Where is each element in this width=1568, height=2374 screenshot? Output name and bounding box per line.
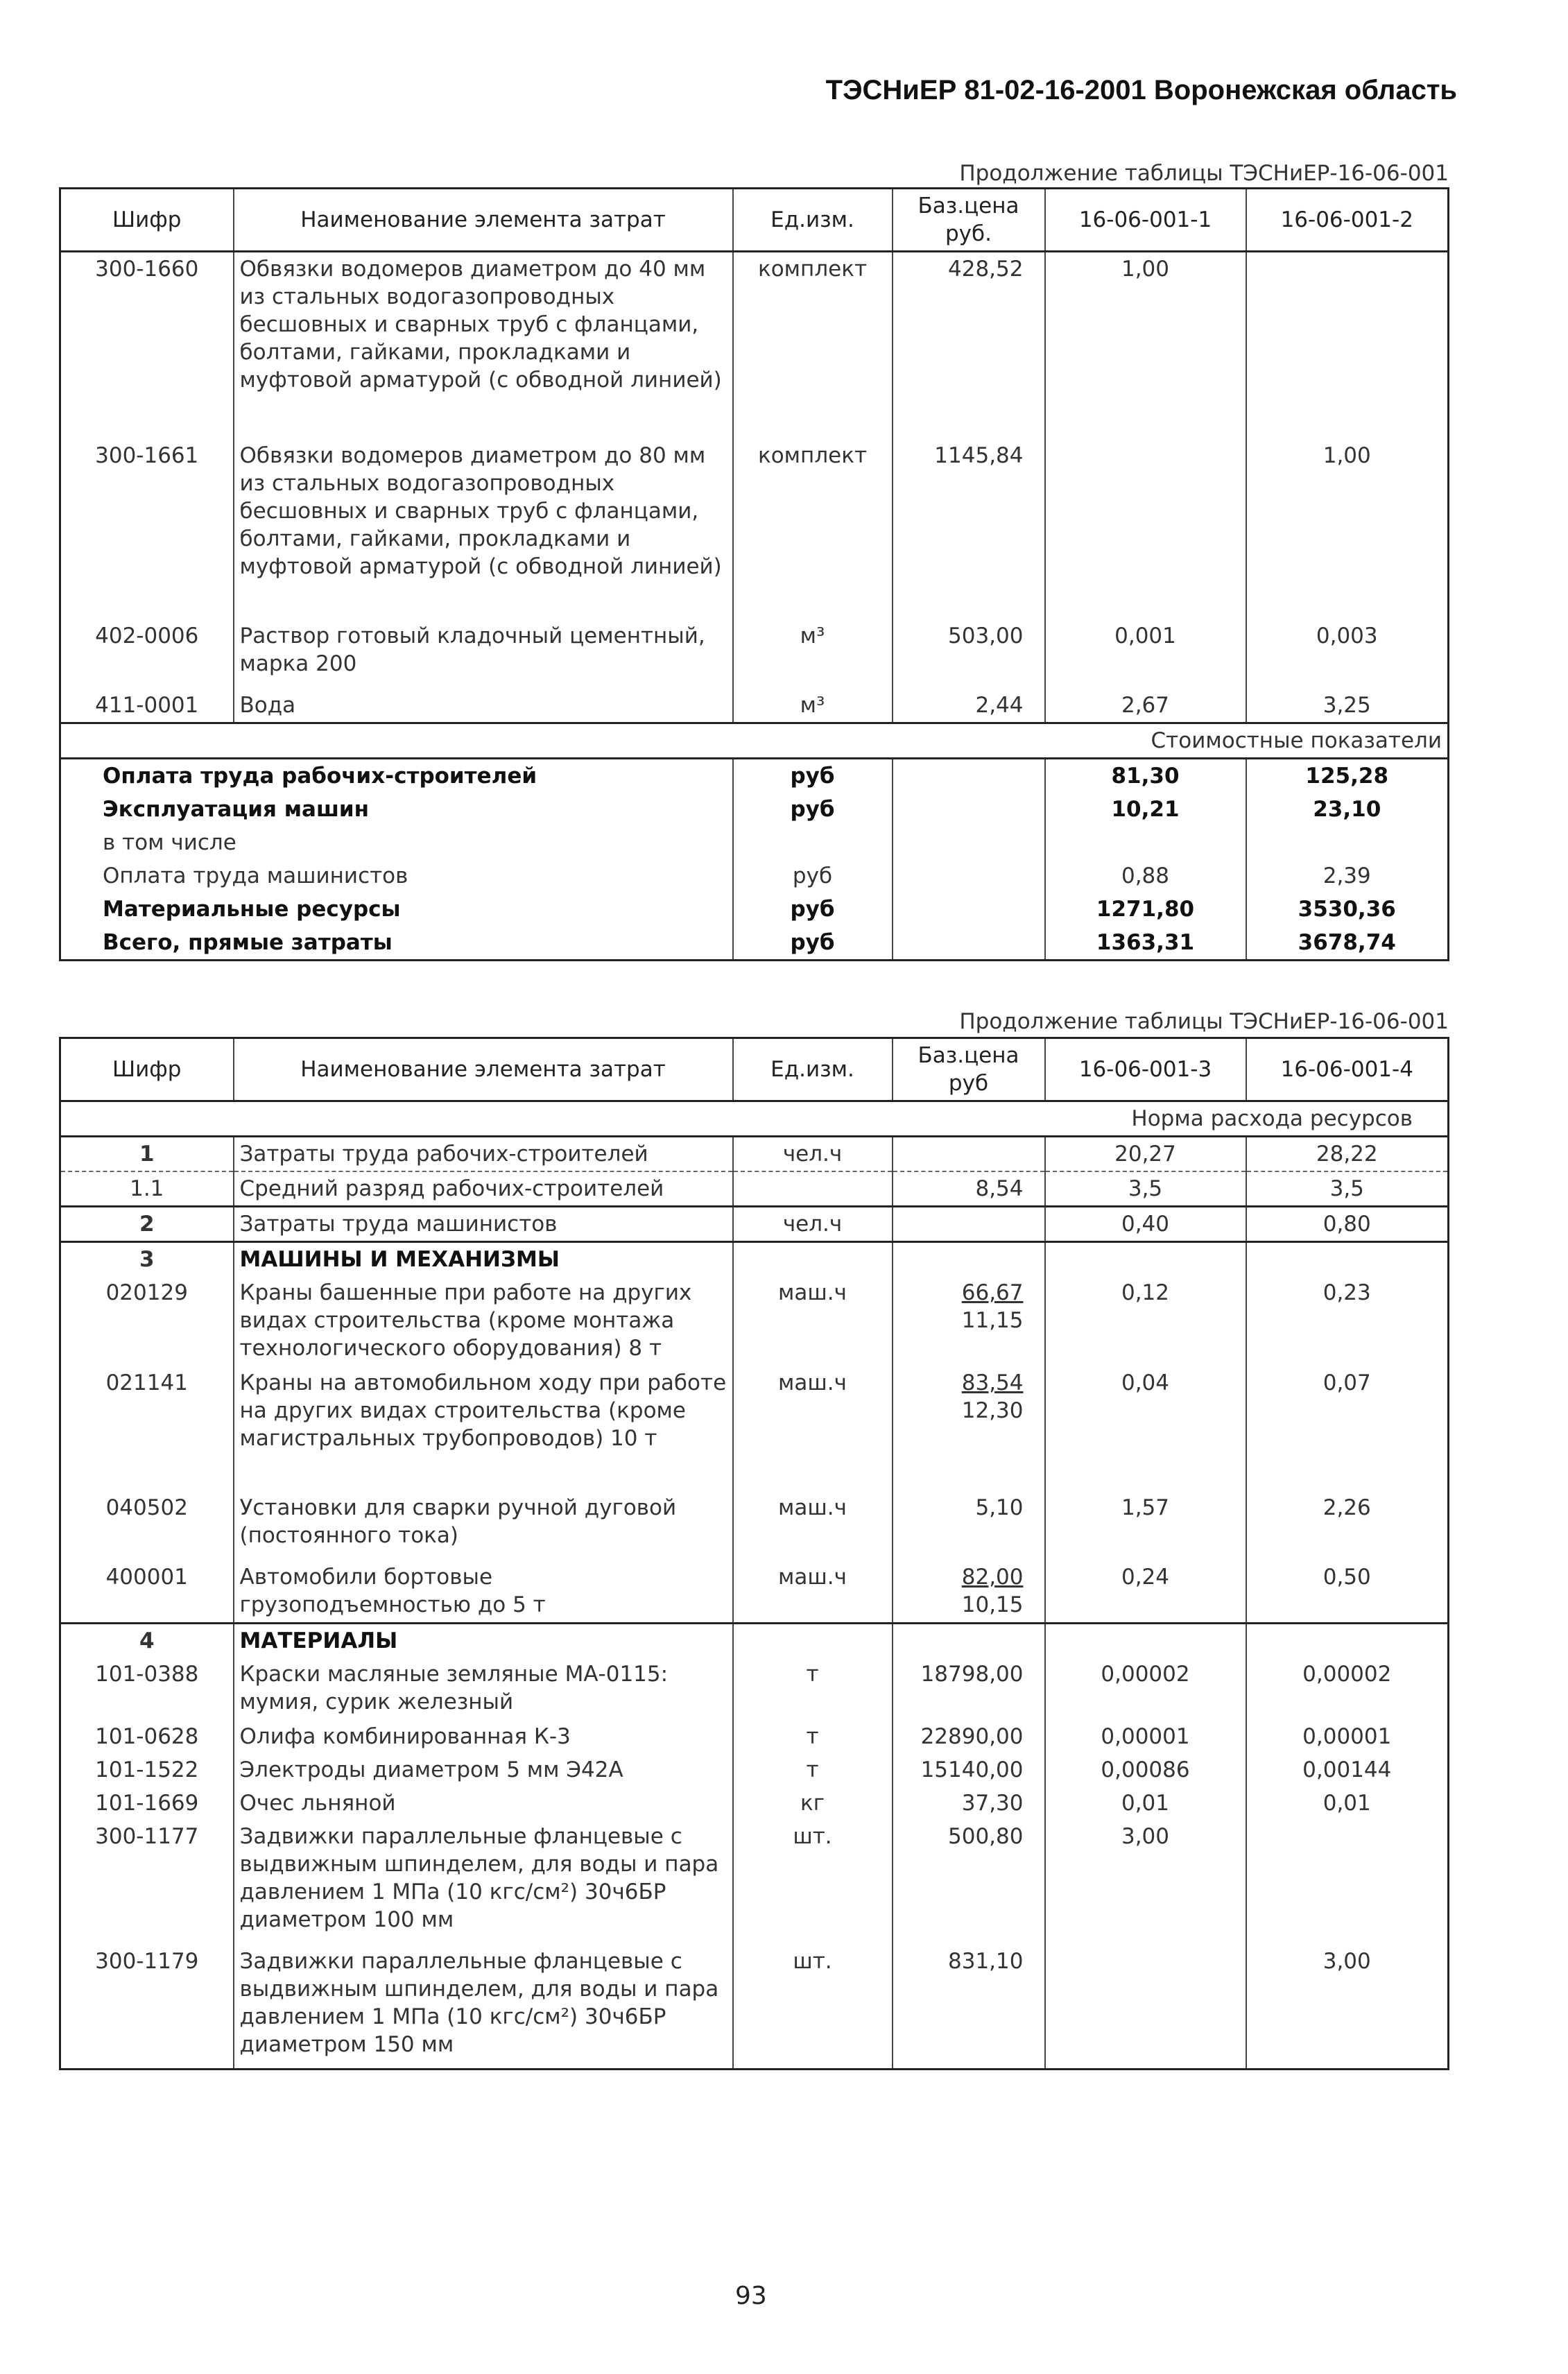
row-price: 1145,84 bbox=[893, 439, 1045, 619]
row-code: 300-1177 bbox=[60, 1820, 234, 1945]
cost-b: 2,39 bbox=[1246, 859, 1449, 893]
row-name: Задвижки параллельные фланцевые с выдвижным шпинделем, для воды и пара давлением 1 МПа (10 кгс/см²) 30ч6БР диаметром 100 мм bbox=[234, 1820, 733, 1945]
table-row bbox=[60, 1207, 1449, 1242]
cost-b: 3530,36 bbox=[1246, 893, 1449, 926]
row-unit: маш.ч bbox=[733, 1276, 893, 1366]
row-price: 37,30 bbox=[893, 1787, 1045, 1820]
row-unit: кг bbox=[733, 1787, 893, 1820]
row-name: Краски масляные земляные МА-0115: мумия, сурик железный bbox=[234, 1658, 733, 1720]
row-unit: т bbox=[733, 1720, 893, 1753]
row-code: 040502 bbox=[60, 1491, 234, 1560]
table-row bbox=[60, 1137, 1449, 1172]
row-price: 2,44 bbox=[893, 689, 1045, 723]
row-code: 411-0001 bbox=[60, 689, 234, 723]
page-number: 93 bbox=[735, 2282, 767, 2310]
table1-header-row bbox=[60, 189, 1449, 252]
row-name: Средний разряд рабочих-строителей bbox=[234, 1171, 733, 1207]
row-b: 0,07 bbox=[1246, 1366, 1449, 1491]
row-name: Раствор готовый кладочный цементный, марка 200 bbox=[234, 619, 733, 689]
cost-name: в том числе bbox=[60, 826, 733, 859]
row-price: 66,67 bbox=[961, 1280, 1024, 1305]
cost-b bbox=[1246, 826, 1449, 859]
row-price-secondary: 10,15 bbox=[961, 1592, 1024, 1617]
row-price: 83,54 bbox=[961, 1370, 1024, 1395]
row-price bbox=[893, 1623, 1045, 1658]
row-name: МАШИНЫ И МЕХАНИЗМЫ bbox=[234, 1242, 733, 1277]
cost-unit: руб bbox=[733, 893, 893, 926]
table-row bbox=[60, 1491, 1449, 1560]
row-a: 1,57 bbox=[1045, 1491, 1246, 1560]
row-price-secondary: 11,15 bbox=[961, 1308, 1024, 1333]
cost-unit: руб bbox=[733, 926, 893, 961]
row-unit: чел.ч bbox=[733, 1207, 893, 1242]
row-b: 0,00001 bbox=[1246, 1720, 1449, 1753]
row-name: Очес льняной bbox=[234, 1787, 733, 1820]
row-code: 4 bbox=[60, 1623, 234, 1658]
row-b: 0,003 bbox=[1246, 619, 1449, 689]
col-header-a: 16-06-001-1 bbox=[1045, 189, 1246, 252]
cost-name: Оплата труда машинистов bbox=[60, 859, 733, 893]
table-row bbox=[60, 1366, 1449, 1491]
table-row bbox=[60, 1242, 1449, 1277]
row-unit: маш.ч bbox=[733, 1366, 893, 1491]
row-code: 020129 bbox=[60, 1276, 234, 1366]
cost-a: 0,88 bbox=[1045, 859, 1246, 893]
table-row bbox=[60, 1623, 1449, 1658]
cost-a bbox=[1045, 826, 1246, 859]
row-b: 0,00002 bbox=[1246, 1658, 1449, 1720]
cost-name: Эксплуатация машин bbox=[60, 793, 733, 826]
table-row bbox=[60, 1276, 1449, 1366]
row-name: МАТЕРИАЛЫ bbox=[234, 1623, 733, 1658]
row-a: 2,67 bbox=[1045, 689, 1246, 723]
table-row bbox=[60, 252, 1449, 439]
row-a: 0,04 bbox=[1045, 1366, 1246, 1491]
row-unit: т bbox=[733, 1658, 893, 1720]
cost-b: 23,10 bbox=[1246, 793, 1449, 826]
col-header-price: Баз.цена руб bbox=[893, 1038, 1045, 1101]
row-a bbox=[1045, 439, 1246, 619]
page-header: ТЭСНиЕР 81-02-16-2001 Воронежская область bbox=[825, 75, 1457, 105]
table-row bbox=[60, 1945, 1449, 2070]
col-header-price: Баз.цена руб. bbox=[893, 189, 1045, 252]
row-a bbox=[1045, 1242, 1246, 1277]
row-b: 0,00144 bbox=[1246, 1753, 1449, 1787]
row-b: 28,22 bbox=[1246, 1137, 1449, 1172]
row-unit bbox=[733, 1242, 893, 1277]
table1-continuation: Продолжение таблицы ТЭСНиЕР-16-06-001 bbox=[959, 161, 1449, 186]
row-name: Обвязки водомеров диаметром до 80 мм из стальных водогазопроводных бесшовных и сварных труб с фланцами, болтами, гайками, прокладками и муфтовой арматурой (с обводной линией) bbox=[234, 439, 733, 619]
table-row bbox=[60, 1658, 1449, 1720]
row-b: 0,50 bbox=[1246, 1560, 1449, 1623]
row-name: Затраты труда машинистов bbox=[234, 1207, 733, 1242]
table-row bbox=[60, 1753, 1449, 1787]
row-price-secondary: 12,30 bbox=[961, 1398, 1024, 1423]
row-code: 402-0006 bbox=[60, 619, 234, 689]
row-code: 101-0628 bbox=[60, 1720, 234, 1753]
row-a: 0,001 bbox=[1045, 619, 1246, 689]
row-code: 1 bbox=[60, 1137, 234, 1172]
row-price: 15140,00 bbox=[893, 1753, 1045, 1787]
table-row bbox=[60, 689, 1449, 723]
row-a: 0,24 bbox=[1045, 1560, 1246, 1623]
row-a: 0,40 bbox=[1045, 1207, 1246, 1242]
row-unit: маш.ч bbox=[733, 1491, 893, 1560]
row-name: Задвижки параллельные фланцевые с выдвижным шпинделем, для воды и пара давлением 1 МПа (10 кгс/см²) 30ч6БР диаметром 150 мм bbox=[234, 1945, 733, 2070]
row-unit: шт. bbox=[733, 1945, 893, 2070]
row-name: Краны башенные при работе на других видах строительства (кроме монтажа технологического оборудования) 8 т bbox=[234, 1276, 733, 1366]
cost-unit bbox=[733, 826, 893, 859]
row-unit: комплект bbox=[733, 439, 893, 619]
cost-b: 3678,74 bbox=[1246, 926, 1449, 961]
table-row bbox=[60, 1560, 1449, 1623]
row-b: 0,23 bbox=[1246, 1276, 1449, 1366]
row-a bbox=[1045, 1945, 1246, 2070]
row-price: 831,10 bbox=[893, 1945, 1045, 2070]
row-code: 1.1 bbox=[60, 1171, 234, 1207]
row-a: 1,00 bbox=[1045, 252, 1246, 439]
cost-row bbox=[60, 859, 1449, 893]
row-price bbox=[893, 1207, 1045, 1242]
row-a bbox=[1045, 1623, 1246, 1658]
row-code: 3 bbox=[60, 1242, 234, 1277]
row-price bbox=[893, 1137, 1045, 1172]
row-price: 500,80 bbox=[893, 1820, 1045, 1945]
col-header-a: 16-06-001-3 bbox=[1045, 1038, 1246, 1101]
cost-a: 81,30 bbox=[1045, 758, 1246, 793]
row-b: 3,25 bbox=[1246, 689, 1449, 723]
row-unit: т bbox=[733, 1753, 893, 1787]
cost-row bbox=[60, 758, 1449, 793]
row-price: 503,00 bbox=[893, 619, 1045, 689]
row-code: 021141 bbox=[60, 1366, 234, 1491]
row-price: 8,54 bbox=[893, 1171, 1045, 1207]
row-name: Электроды диаметром 5 мм Э42А bbox=[234, 1753, 733, 1787]
row-code: 300-1661 bbox=[60, 439, 234, 619]
row-b: 3,5 bbox=[1246, 1171, 1449, 1207]
section-label-row bbox=[60, 723, 1449, 758]
cost-row bbox=[60, 793, 1449, 826]
row-code: 101-0388 bbox=[60, 1658, 234, 1720]
row-a: 0,00086 bbox=[1045, 1753, 1246, 1787]
row-price: 18798,00 bbox=[893, 1658, 1045, 1720]
section-label: Норма расхода ресурсов bbox=[60, 1101, 1449, 1137]
row-name: Олифа комбинированная К-3 bbox=[234, 1720, 733, 1753]
cost-a: 10,21 bbox=[1045, 793, 1246, 826]
row-a: 3,5 bbox=[1045, 1171, 1246, 1207]
row-unit bbox=[733, 1171, 893, 1207]
col-header-name: Наименование элемента затрат bbox=[234, 1038, 733, 1101]
cost-row bbox=[60, 926, 1449, 961]
row-b bbox=[1246, 1820, 1449, 1945]
row-name: Затраты труда рабочих-строителей bbox=[234, 1137, 733, 1172]
row-a: 0,00001 bbox=[1045, 1720, 1246, 1753]
row-b bbox=[1246, 252, 1449, 439]
row-unit: маш.ч bbox=[733, 1560, 893, 1623]
row-unit: чел.ч bbox=[733, 1137, 893, 1172]
row-a: 3,00 bbox=[1045, 1820, 1246, 1945]
cost-row bbox=[60, 893, 1449, 926]
row-a: 0,00002 bbox=[1045, 1658, 1246, 1720]
row-unit: шт. bbox=[733, 1820, 893, 1945]
table1 bbox=[59, 187, 1449, 961]
row-name: Обвязки водомеров диаметром до 40 мм из стальных водогазопроводных бесшовных и сварных труб с фланцами, болтами, гайками, прокладками и муфтовой арматурой (с обводной линией) bbox=[234, 252, 733, 439]
row-code: 101-1522 bbox=[60, 1753, 234, 1787]
row-b bbox=[1246, 1242, 1449, 1277]
row-unit: м³ bbox=[733, 619, 893, 689]
row-name: Краны на автомобильном ходу при работе на других видах строительства (кроме магистральных трубопроводов) 10 т bbox=[234, 1366, 733, 1491]
col-header-b: 16-06-001-4 bbox=[1246, 1038, 1449, 1101]
cost-name: Материальные ресурсы bbox=[60, 893, 733, 926]
section-label-row bbox=[60, 1101, 1449, 1137]
row-b: 3,00 bbox=[1246, 1945, 1449, 2070]
row-b: 0,01 bbox=[1246, 1787, 1449, 1820]
row-code: 101-1669 bbox=[60, 1787, 234, 1820]
cost-b: 125,28 bbox=[1246, 758, 1449, 793]
row-price: 5,10 bbox=[893, 1491, 1045, 1560]
row-b: 1,00 bbox=[1246, 439, 1449, 619]
col-header-unit: Ед.изм. bbox=[733, 189, 893, 252]
row-price: 82,00 bbox=[961, 1565, 1024, 1590]
col-header-code: Шифр bbox=[60, 1038, 234, 1101]
table-row bbox=[60, 1720, 1449, 1753]
row-name: Автомобили бортовые грузоподъемностью до 5 т bbox=[234, 1560, 733, 1623]
col-header-unit: Ед.изм. bbox=[733, 1038, 893, 1101]
cost-a: 1271,80 bbox=[1045, 893, 1246, 926]
row-name: Вода bbox=[234, 689, 733, 723]
row-code: 2 bbox=[60, 1207, 234, 1242]
col-header-code: Шифр bbox=[60, 189, 234, 252]
row-unit: м³ bbox=[733, 689, 893, 723]
col-header-b: 16-06-001-2 bbox=[1246, 189, 1449, 252]
row-b bbox=[1246, 1623, 1449, 1658]
table-row bbox=[60, 1171, 1449, 1207]
row-a: 0,12 bbox=[1045, 1276, 1246, 1366]
table-row bbox=[60, 1787, 1449, 1820]
row-b: 0,80 bbox=[1246, 1207, 1449, 1242]
table-row bbox=[60, 1820, 1449, 1945]
row-a: 0,01 bbox=[1045, 1787, 1246, 1820]
cost-row bbox=[60, 826, 1449, 859]
row-unit bbox=[733, 1623, 893, 1658]
section-label: Стоимостные показатели bbox=[60, 723, 1449, 758]
cost-name: Оплата труда рабочих-строителей bbox=[60, 758, 733, 793]
cost-a: 1363,31 bbox=[1045, 926, 1246, 961]
row-code: 400001 bbox=[60, 1560, 234, 1623]
row-b: 2,26 bbox=[1246, 1491, 1449, 1560]
row-price bbox=[893, 1242, 1045, 1277]
row-price: 22890,00 bbox=[893, 1720, 1045, 1753]
table-row bbox=[60, 619, 1449, 689]
cost-unit: руб bbox=[733, 793, 893, 826]
row-code: 300-1660 bbox=[60, 252, 234, 439]
col-header-name: Наименование элемента затрат bbox=[234, 189, 733, 252]
row-a: 20,27 bbox=[1045, 1137, 1246, 1172]
row-name: Установки для сварки ручной дуговой (постоянного тока) bbox=[234, 1491, 733, 1560]
row-unit: комплект bbox=[733, 252, 893, 439]
table2 bbox=[59, 1037, 1449, 2070]
table-row bbox=[60, 439, 1449, 619]
table2-header-row bbox=[60, 1038, 1449, 1101]
row-price: 428,52 bbox=[893, 252, 1045, 439]
cost-unit: руб bbox=[733, 758, 893, 793]
cost-unit: руб bbox=[733, 859, 893, 893]
table2-continuation: Продолжение таблицы ТЭСНиЕР-16-06-001 bbox=[959, 1009, 1449, 1034]
row-code: 300-1179 bbox=[60, 1945, 234, 2070]
cost-name: Всего, прямые затраты bbox=[60, 926, 733, 961]
